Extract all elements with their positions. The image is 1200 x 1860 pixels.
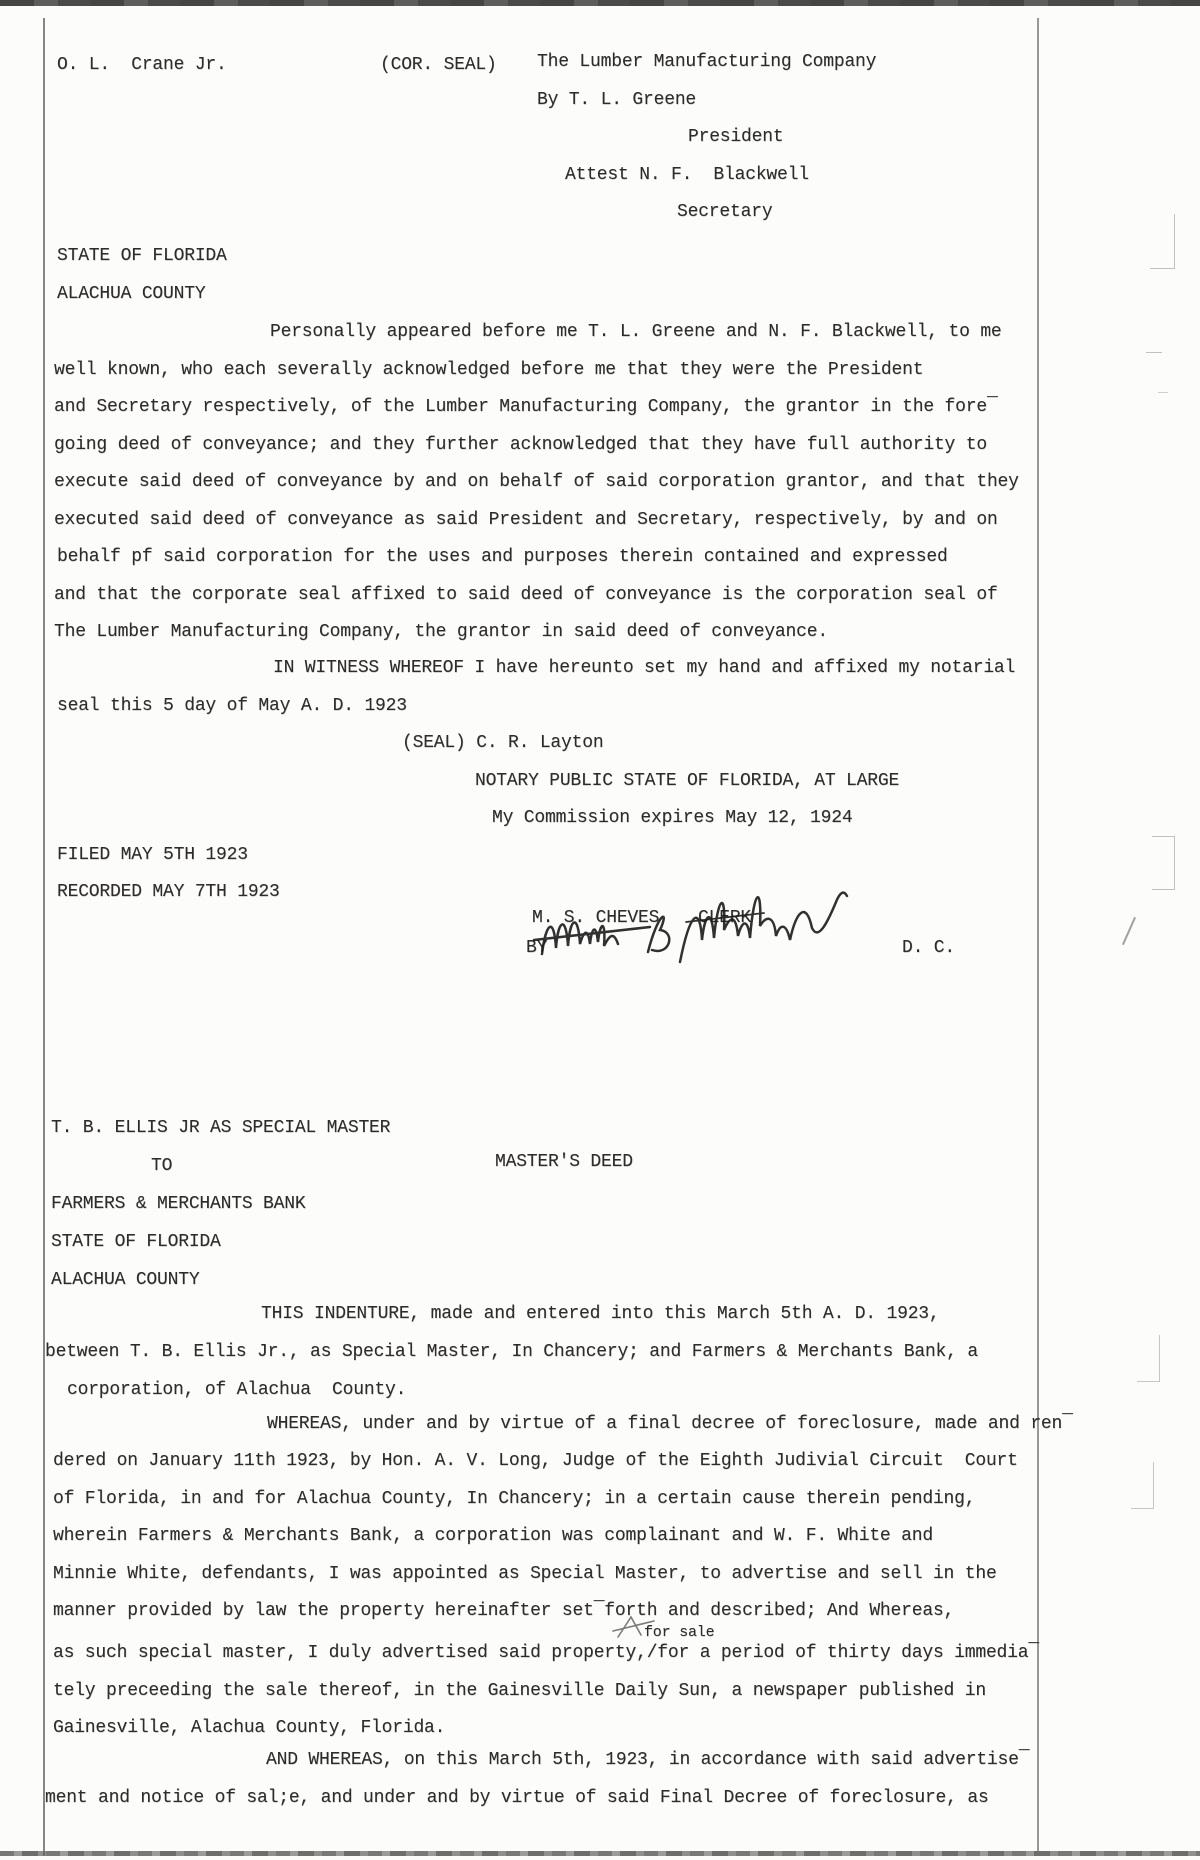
typed-line: between T. B. Ellis Jr., as Special Master, In Chancery; and Farmers & Merchants Bank, a [45,1342,978,1362]
venue-county: ALACHUA COUNTY [51,1270,200,1290]
witness-signer-name: O. L. Crane Jr. [57,55,227,75]
interline-insertion: for sale [644,1624,715,1641]
typed-line: and that the corporate seal affixed to said deed of conveyance is the corporation seal of [54,585,998,605]
typed-line: Gainesville, Alachua County, Florida. [53,1718,446,1738]
typed-line: THIS INDENTURE, made and entered into this March 5th A. D. 1923, [261,1304,940,1324]
by-label: BY [526,938,548,958]
clerk-title: CLERK [698,908,752,928]
caption-to-label: TO [151,1156,173,1176]
typed-line: ment and notice of sal;e, and under and by virtue of said Final Decree of foreclosure, as [45,1788,989,1808]
title-president: President [688,127,784,147]
scan-edge-bar-bottom [0,1851,1200,1856]
notary-seal-line: (SEAL) C. R. Layton [402,733,604,753]
typed-line: well known, who each severally acknowledged before me that they were the President [54,360,924,380]
filed-stamp: FILED MAY 5TH 1923 [57,845,248,865]
attest-line: Attest N. F. Blackwell [565,165,809,185]
typed-line: executed said deed of conveyance as said President and Secretary, respectively, by and on [54,510,998,530]
typed-line: seal this 5 day of May A. D. 1923 [57,696,407,716]
deputy-clerk-initials: D. C. [902,938,956,958]
corporate-seal-note: (COR. SEAL) [380,55,497,75]
notary-commission-line: My Commission expires May 12, 1924 [492,808,853,828]
venue-county: ALACHUA COUNTY [57,284,206,304]
typed-line: wherein Farmers & Merchants Bank, a corporation was complainant and W. F. White and [53,1526,933,1546]
notary-title-line: NOTARY PUBLIC STATE OF FLORIDA, AT LARGE [475,771,900,791]
venue-state: STATE OF FLORIDA [51,1232,221,1252]
margin-corner-artifact [1150,214,1175,269]
left-margin-rule [43,18,45,1856]
typed-line: The Lumber Manufacturing Company, the grantor in said deed of conveyance. [54,622,828,642]
typed-line: Personally appeared before me T. L. Greene and N. F. Blackwell, to me [270,322,1002,342]
scan-edge-bar-second [0,0,1200,6]
recorded-stamp: RECORDED MAY 7TH 1923 [57,882,280,902]
margin-corner-artifact [1152,836,1175,890]
margin-corner-artifact [1137,1335,1160,1382]
caption-grantor: T. B. ELLIS JR AS SPECIAL MASTER [51,1118,391,1138]
caption-grantee: FARMERS & MERCHANTS BANK [51,1194,306,1214]
typed-line: going deed of conveyance; and they further acknowledged that they have full authority to [54,435,987,455]
margin-stroke-artifact [1122,917,1136,945]
typed-line: behalf pf said corporation for the uses and purposes therein contained and expressed [57,547,948,567]
margin-dash-artifact [1158,392,1168,393]
typed-line: AND WHEREAS, on this March 5th, 1923, in accordance with said advertise¯ [266,1750,1030,1770]
margin-dash-artifact [1146,352,1162,353]
typed-line: manner provided by law the property hereinafter set¯forth and described; And Whereas, [53,1601,955,1621]
grantor-company-name: The Lumber Manufacturing Company [537,52,877,72]
caption-instrument-title: MASTER'S DEED [495,1152,633,1172]
typed-line: WHEREAS, under and by virtue of a final decree of foreclosure, made and ren¯ [267,1414,1073,1434]
venue-state: STATE OF FLORIDA [57,246,227,266]
by-signature-line: By T. L. Greene [537,90,697,110]
typed-line: corporation, of Alachua County. [67,1380,407,1400]
title-secretary: Secretary [677,202,773,222]
typed-line: IN WITNESS WHEREOF I have hereunto set my hand and affixed my notarial [273,658,1016,678]
typed-line: execute said deed of conveyance by and on behalf of said corporation grantor, and that they [54,472,1019,492]
typed-line: and Secretary respectively, of the Lumber Manufacturing Company, the grantor in the fore¯ [54,397,998,417]
typed-line: as such special master, I duly advertised said property,/for a period of thirty days immedia¯ [53,1643,1039,1663]
right-margin-rule [1037,18,1039,1856]
clerk-name: M. S. CHEVES [532,908,660,928]
typed-line: of Florida, in and for Alachua County, In Chancery; in a certain cause therein pending, [53,1489,976,1509]
deputy-clerk-signature [530,882,860,978]
typed-line: tely preceeding the sale thereof, in the Gainesville Daily Sun, a newspaper published in [53,1681,986,1701]
margin-corner-artifact [1131,1462,1154,1509]
typed-line: dered on January 11th 1923, by Hon. A. V. Long, Judge of the Eighth Judivial Circuit Court [53,1451,1018,1471]
insertion-caret-mark [610,1612,658,1640]
typed-line: Minnie White, defendants, I was appointed as Special Master, to advertise and sell in the [53,1564,997,1584]
